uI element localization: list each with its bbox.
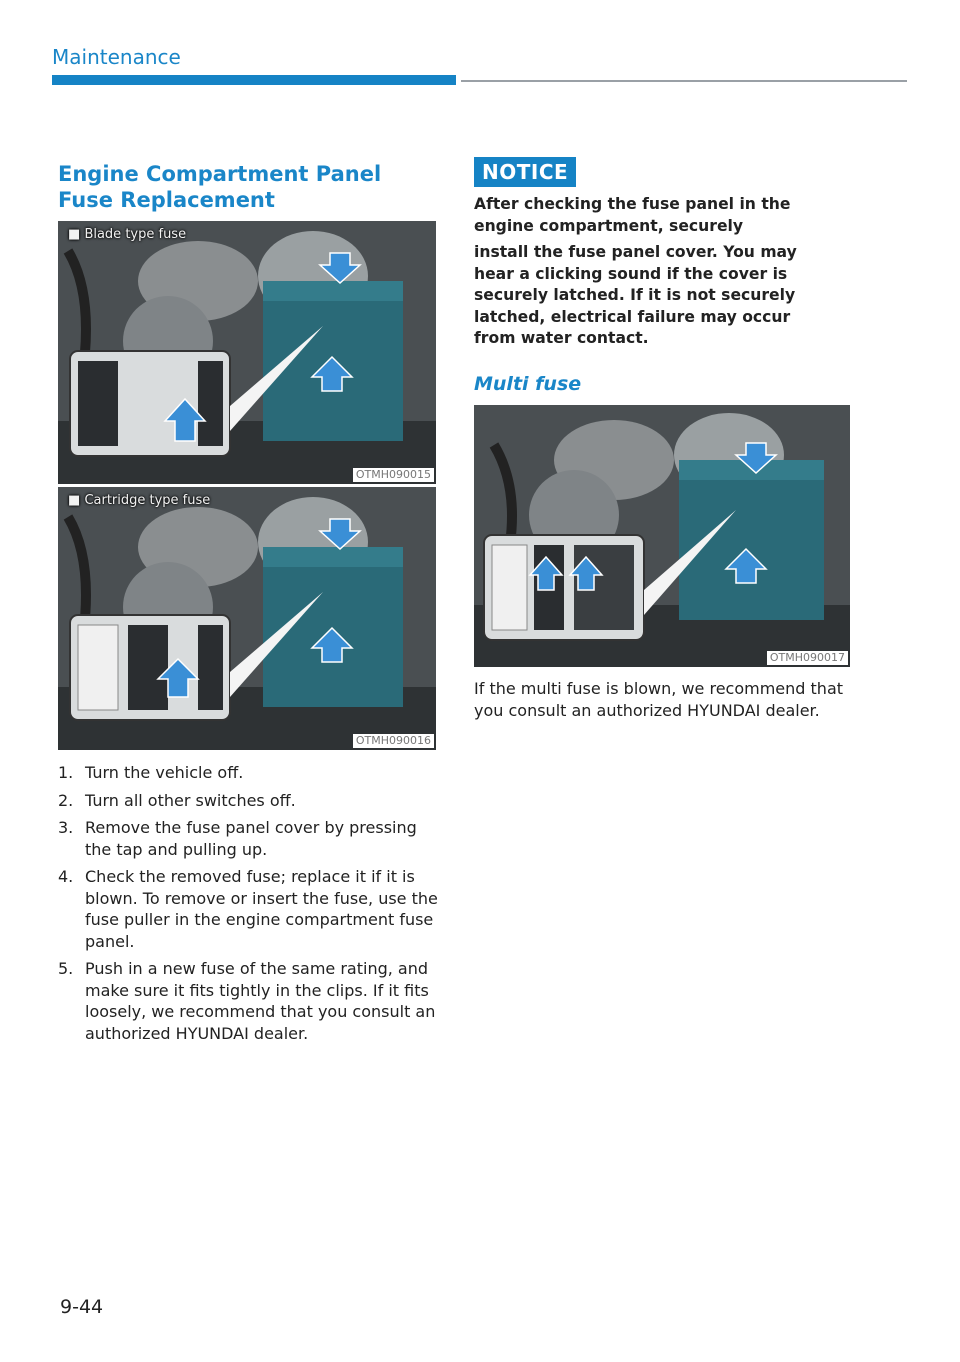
- section-title: Engine Compartment Panel Fuse Replacement: [58, 162, 382, 212]
- list-item: 2. Turn all other switches off.: [58, 790, 296, 810]
- page-number: 9-44: [60, 1296, 104, 1318]
- engine-photo-illustration: [58, 487, 436, 750]
- figure-multi-fuse: [474, 405, 850, 667]
- engine-photo-illustration: [58, 221, 436, 484]
- list-item: 1. Turn the vehicle off.: [58, 763, 244, 782]
- figure-code: OTMH090016: [353, 734, 434, 748]
- engine-photo-illustration: [474, 405, 850, 667]
- notice-text: [474, 194, 824, 355]
- square-bullet-icon: ■: [68, 227, 81, 242]
- chapter-title: Maintenance: [52, 45, 181, 69]
- figure-code: OTMH090017: [767, 651, 848, 665]
- notice-paragraph: After checking the fuse panel in the engine compartment, securely: [474, 195, 791, 235]
- steps-list: [58, 762, 443, 1050]
- header-bar-rule: [461, 80, 907, 82]
- notice-badge: NOTICE: [474, 157, 576, 187]
- notice-paragraph: install the fuse panel cover. You may hear a clicking sound if the cover is securely latched. If it is not securely latched, electrical failure may occur from water contact.: [474, 243, 797, 347]
- figure-label: ■ Cartridge type fuse: [68, 493, 211, 508]
- figure-cartridge-fuse: [58, 487, 436, 750]
- multi-fuse-title: Multi fuse: [474, 373, 582, 395]
- fuse-box-cover: [679, 460, 824, 620]
- list-item: 5. Push in a new fuse of the same rating, and make sure it fits tightly in the clips. If it fits loosely, we recommend that you consult an authorized HYUNDAI dealer.: [58, 959, 436, 1043]
- figure-blade-fuse: [58, 221, 436, 484]
- multi-fuse-text: If the multi fuse is blown, we recommend that you consult an authorized HYUNDAI dealer.: [474, 679, 844, 720]
- header-bar-accent: [52, 75, 456, 85]
- figure-code: OTMH090015: [353, 468, 434, 482]
- figure-label: ■ Blade type fuse: [68, 227, 187, 242]
- list-item: 3. Remove the fuse panel cover by pressing the tap and pulling up.: [58, 818, 417, 859]
- list-item: 4. Check the removed fuse; replace it if it is blown. To remove or insert the fuse, use the fuse puller in the engine compartment fuse panel.: [58, 867, 438, 951]
- square-bullet-icon: ■: [68, 493, 81, 508]
